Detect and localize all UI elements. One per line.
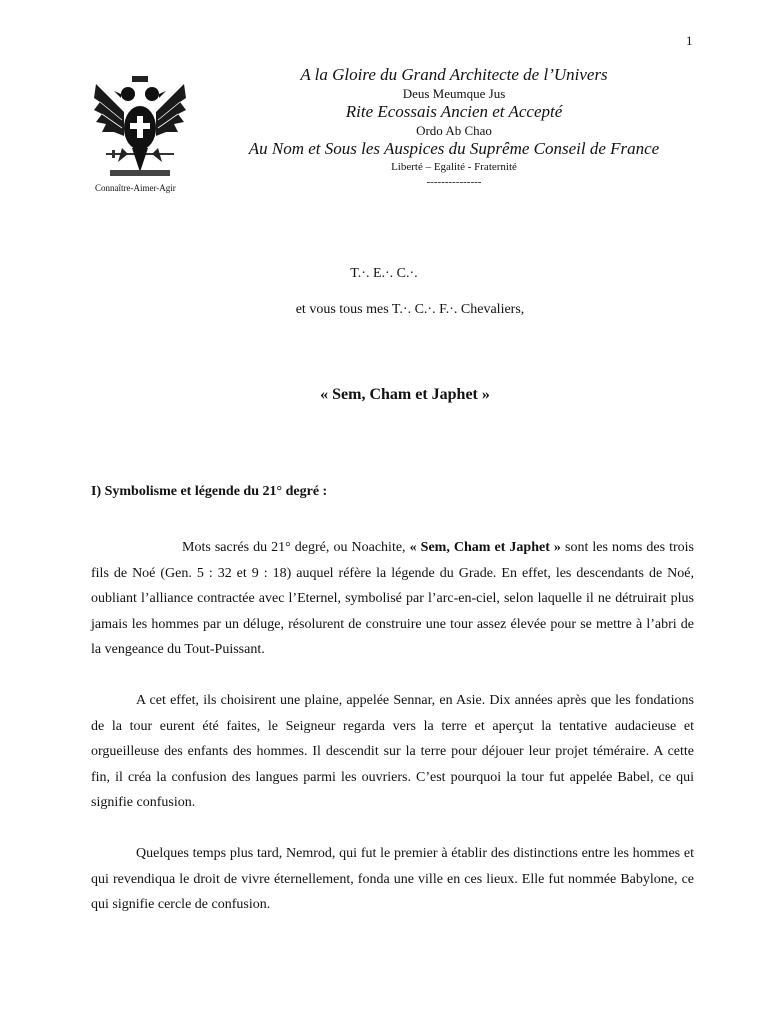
header-line-devise: Liberté – Egalité - Fraternité — [391, 161, 517, 173]
address-line: et vous tous mes T.·. C.·. F.·. Chevaliers, — [295, 302, 525, 317]
section-heading: I) Symbolisme et légende du 21° degré : — [91, 484, 328, 499]
header-line-ordo: Ordo Ab Chao — [416, 123, 492, 138]
header-line-rite: Rite Ecossais Ancien et Accepté — [345, 102, 563, 121]
header-line-dedication: A la Gloire du Grand Architecte de l’Univers — [300, 65, 608, 84]
paragraph-2: A cet effet, ils choisirent une plaine, appelée Sennar, en Asie. Dix années après que les fondations de la tour eurent été faites, le Seigneur regarda vers la terre et aperçut la tentative audacieuse et orgueilleuse des enfants des hommes. Il descendit sur la terre pour déjouer leur projet téméraire. A cette fin, il créa la confusion des langues parmi les ouvriers. C’est pourquoi la tour fut appelée Babel, ce qui signifie confusion. — [91, 693, 694, 810]
page-number: 1 — [686, 33, 693, 48]
salutation: T.·. E.·. C.·. — [350, 266, 418, 281]
paragraph-1 — [91, 535, 694, 663]
document-title: « Sem, Cham et Japhet » — [320, 386, 490, 403]
paragraph-1-rest: sont les noms des trois fils de Noé (Gen. 5 : 32 et 9 : 18) auquel réfère la légende du Grade. En effet, les descendants de Noé, oubliant l’alliance contractée avec l’Eternel, symbolisé par l’arc-en-ciel, selon laquelle il ne détruirait plus jamais les hommes par un déluge, résolurent de construire une tour assez élevée pour se mettre à l’abri de la vengeance du Tout-Puissant. — [91, 540, 694, 657]
logo-caption: Connaître-Aimer-Agir — [95, 183, 176, 193]
paragraph-3: Quelques temps plus tard, Nemrod, qui fut le premier à établir des distinctions entre les hommes et qui revendiqua le droit de vivre éternellement, fonda une ville en ces lieux. Elle fut nommée Babylone, ce qui signifie cercle de confusion. — [91, 846, 694, 912]
header-line-motto: Deus Meumque Jus — [402, 86, 506, 101]
header-separator: --------------- — [426, 176, 482, 188]
paragraph-1-start: Mots sacrés du 21° degré, ou Noachite, — [182, 540, 410, 555]
letterhead — [200, 64, 708, 190]
header-line-council: Au Nom et Sous les Auspices du Suprême Conseil de France — [248, 139, 660, 158]
double-headed-eagle-emblem-icon — [92, 76, 188, 180]
paragraph-1-bold: « Sem, Cham et Japhet » — [409, 540, 561, 555]
